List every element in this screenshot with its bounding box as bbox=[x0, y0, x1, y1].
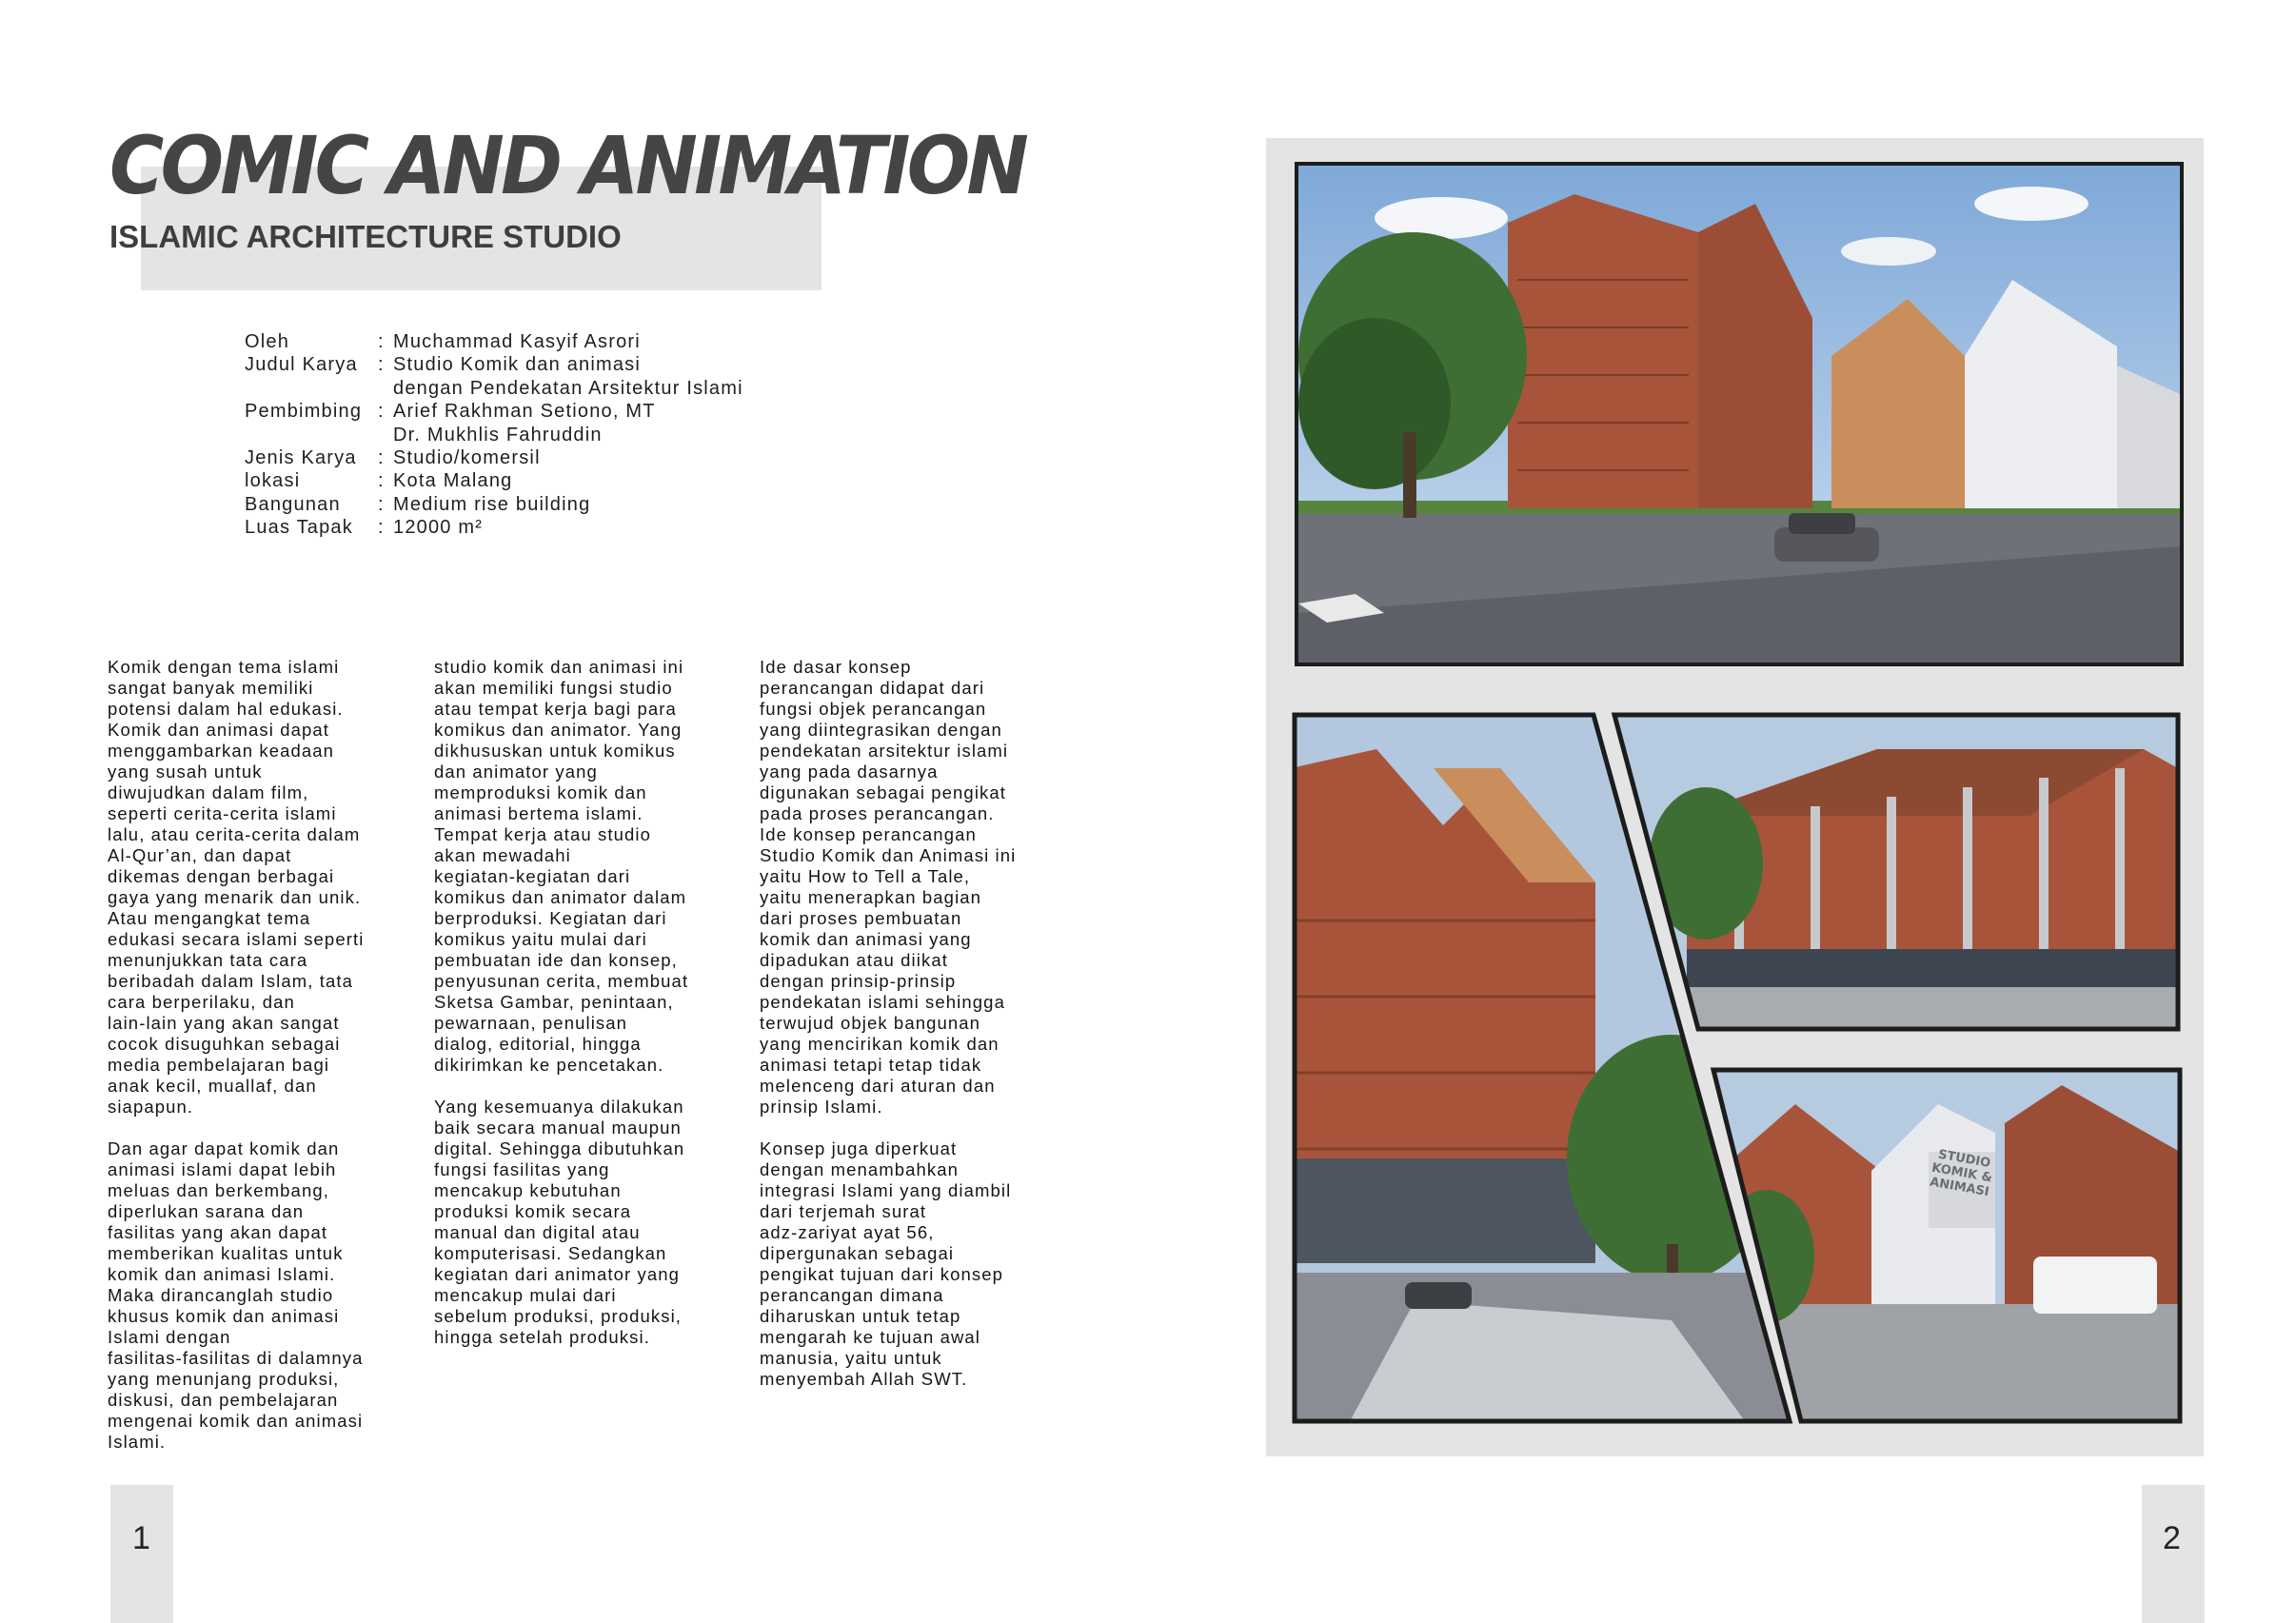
studio-sign: STUDIO KOMIK & ANIMASI bbox=[1929, 1147, 1993, 1200]
page-number-right: 2 bbox=[2163, 1520, 2181, 1556]
info-separator: : bbox=[378, 354, 385, 376]
paragraph: Ide dasar konsep perancangan didapat dari fungsi objek perancangan yang diintegrasikan dengan pendekatan arsitektur islami yang pada dasarnya digunakan sebagai pengikat pada proses perancangan. Ide konsep perancangan Studio Komik dan Animasi ini yaitu How to Tell a Tale, yaitu menerapkan bagian dari proses pembuatan komik dan animasi yang dipadukan atau diikat dengan prinsip-prinsip pendekatan islami sehingga terwujud objek bangunan yang mencirikan komik dan animasi tetapi tetap tidak melenceng dari aturan dan prinsip Islami. bbox=[760, 657, 1017, 1117]
render-street-view bbox=[1295, 162, 2184, 666]
render-facade-view bbox=[1611, 711, 2184, 1033]
info-label: Luas Tapak bbox=[245, 517, 353, 539]
page-subtitle: ISLAMIC ARCHITECTURE STUDIO bbox=[109, 219, 622, 254]
paragraph: studio komik dan animasi ini akan memiliki fungsi studio atau tempat kerja bagi para komikus dan animator. Yang dikhususkan untuk komikus dan animator yang memproduksi komik dan animasi bertema islami. Tempat kerja atau studio akan mewadahi kegiatan-kegiatan dari komikus dan animator dalam berproduksi. Kegiatan dari komikus yaitu mulai dari pembuatan ide dan konsep, penyusunan cerita, membuat Sketsa Gambar, penintaan, pewarnaan, penulisan dialog, editorial, hingga dikirimkan ke pencetakan. bbox=[434, 657, 689, 1075]
page-number-left: 1 bbox=[132, 1520, 150, 1556]
info-separator: : bbox=[378, 470, 385, 492]
info-label bbox=[245, 424, 378, 446]
info-label: Bangunan bbox=[245, 493, 341, 515]
paragraph: Yang kesemuanya dilakukan baik secara manual maupun digital. Sehingga dibutuhkan fungsi fasilitas yang mencakup kebutuhan produksi komik secara manual dan digital atau komputerisasi. Sedangkan kegiatan dari animator yang mencakup mulai dari sebelum produksi, produksi, hingga setelah produksi. bbox=[434, 1097, 685, 1347]
info-value: Muchammad Kasyif Asrori bbox=[393, 331, 641, 352]
info-label: lokasi bbox=[245, 470, 301, 492]
info-separator: : bbox=[378, 517, 385, 539]
info-row bbox=[245, 330, 743, 353]
info-label: Oleh bbox=[245, 331, 290, 352]
info-value: Medium rise building bbox=[393, 493, 591, 515]
info-value: Arief Rakhman Setiono, MT bbox=[393, 401, 656, 423]
info-row bbox=[245, 353, 743, 376]
page-title: COMIC AND ANIMATION bbox=[109, 119, 1026, 212]
info-label: Pembimbing bbox=[245, 401, 363, 423]
info-value: dengan Pendekatan Arsitektur Islami bbox=[393, 377, 743, 399]
info-value: Studio/komersil bbox=[393, 447, 541, 469]
paragraph: Komik dengan tema islami sangat banyak memiliki potensi dalam hal edukasi. Komik dan animasi dapat menggambarkan keadaan yang susah untuk diwujudkan dalam film, seperti cerita-cerita islami lalu, atau cerita-cerita dalam Al-Qur’an, dan dapat dikemas dengan berbagai gaya yang menarik dan unik. Atau mengangkat tema edukasi secara islami seperti menunjukkan tata cara beribadah dalam Islam, tata cara berperilaku, dan lain-lain yang akan sangat cocok disuguhkan sebagai media pembelajaran bagi anak kecil, muallaf, dan siapapun. bbox=[108, 657, 365, 1117]
text-column-3 bbox=[760, 657, 1055, 1411]
render-entrance-view bbox=[1710, 1066, 2184, 1425]
info-value: Kota Malang bbox=[393, 470, 513, 492]
info-row bbox=[245, 469, 743, 492]
project-info-table bbox=[245, 330, 743, 540]
text-column-2 bbox=[434, 657, 729, 1369]
info-value: 12000 m² bbox=[393, 517, 484, 539]
info-row bbox=[245, 400, 743, 423]
info-label: Judul Karya bbox=[245, 354, 358, 376]
info-separator: : bbox=[378, 401, 385, 423]
info-label bbox=[245, 377, 378, 400]
info-label: Jenis Karya bbox=[245, 447, 357, 469]
paragraph: Konsep juga diperkuat dengan menambahkan integrasi Islami yang diambil dari terjemah surat adz-zariyat ayat 56, dipergunakan sebagai pengikat tujuan dari konsep perancangan dimana diharuskan untuk tetap mengarah ke tujuan awal manusia, yaitu untuk menyembah Allah SWT. bbox=[760, 1138, 1012, 1389]
info-row bbox=[245, 446, 743, 469]
info-value: Studio Komik dan animasi bbox=[393, 354, 642, 376]
info-row bbox=[245, 493, 743, 516]
text-column-1 bbox=[108, 657, 403, 1474]
info-row bbox=[245, 424, 743, 446]
info-separator: : bbox=[378, 447, 385, 469]
info-row bbox=[245, 377, 743, 400]
info-separator: : bbox=[378, 331, 385, 352]
info-separator: : bbox=[378, 493, 385, 515]
info-row bbox=[245, 516, 743, 539]
info-value: Dr. Mukhlis Fahruddin bbox=[393, 424, 603, 445]
paragraph: Dan agar dapat komik dan animasi islami dapat lebih meluas dan berkembang, diperlukan sarana dan fasilitas yang akan dapat memberikan kualitas untuk komik dan animasi Islami. Maka dirancanglah studio khusus komik dan animasi Islami dengan fasilitas-fasilitas di dalamnya yang menunjang produksi, diskusi, dan pembelajaran mengenai komik dan animasi Islami. bbox=[108, 1138, 364, 1452]
